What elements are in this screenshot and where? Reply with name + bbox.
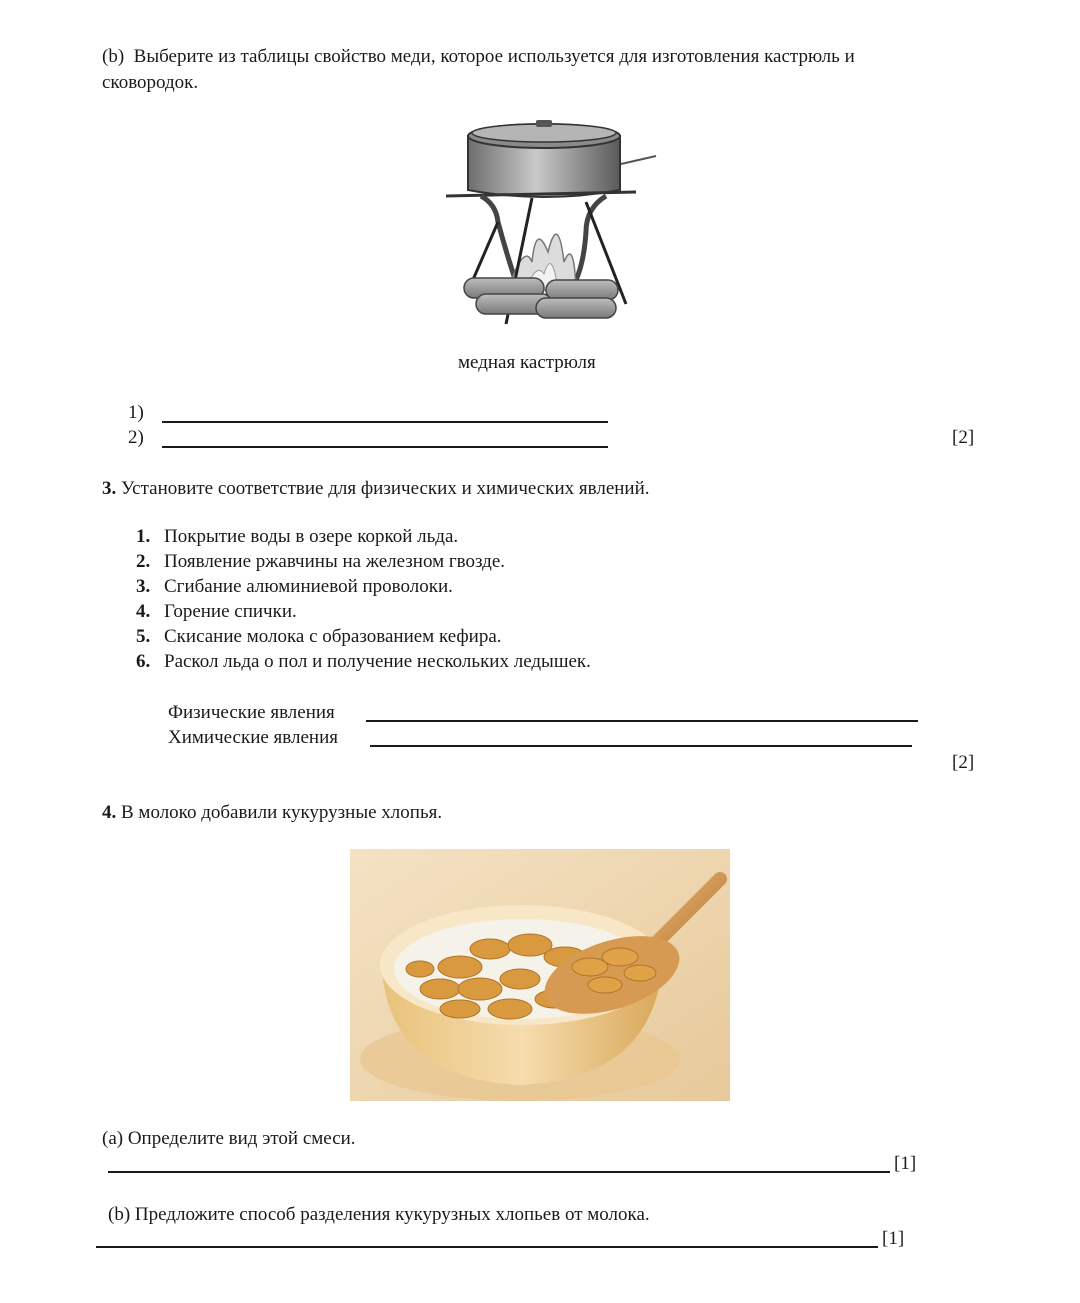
list-item <box>136 601 591 626</box>
list-item <box>136 576 591 601</box>
physical-label: Физические явления <box>168 702 335 723</box>
answer2-label: 2) <box>128 427 144 448</box>
chemical-answer-line[interactable] <box>370 725 912 747</box>
item-number: 3. <box>136 576 151 597</box>
item-text: Сгибание алюминиевой проволоки. <box>164 576 453 597</box>
q2b-text-line1 <box>102 46 855 68</box>
answer2-line[interactable] <box>162 427 608 448</box>
q3-question <box>102 478 650 500</box>
item-number: 5. <box>136 626 151 647</box>
q4-number: 4. <box>102 802 117 823</box>
item-number: 2. <box>136 551 151 572</box>
physical-answer-line[interactable] <box>366 700 918 722</box>
list-item <box>136 526 591 551</box>
q4a-answer-line[interactable] <box>108 1153 890 1173</box>
q2b-text-line2: сковородок. <box>102 72 199 93</box>
item-number: 1. <box>136 526 151 547</box>
q4b-marks: [1] <box>882 1228 905 1249</box>
q3-item-list <box>136 526 591 676</box>
item-number: 6. <box>136 651 151 672</box>
item-text: Покрытие воды в озере коркой льда. <box>164 526 459 547</box>
pot-caption: медная кастрюля <box>458 352 596 373</box>
q2b-question: Выберите из таблицы свойство меди, которое используется для изготовления кастрюль и <box>133 46 855 67</box>
q4-text: В молоко добавили кукурузные хлопья. <box>121 802 443 823</box>
q4a-marks: [1] <box>894 1153 917 1174</box>
item-text: Появление ржавчины на железном гвозде. <box>164 551 506 572</box>
item-text: Раскол льда о пол и получение нескольких ледышек. <box>164 651 591 672</box>
cereal-bowl-photo <box>350 849 730 1101</box>
q4a-text: (a) Определите вид этой смеси. <box>102 1128 356 1149</box>
q4-question <box>102 802 442 824</box>
answer1-line[interactable] <box>162 402 608 423</box>
q3-text: Установите соответствие для физических и химических явлений. <box>121 478 650 499</box>
list-item <box>136 551 591 576</box>
item-text: Горение спички. <box>164 601 297 622</box>
q2b-marks: [2] <box>952 427 975 448</box>
item-text: Скисание молока с образованием кефира. <box>164 626 502 647</box>
q4b-answer-line[interactable] <box>96 1228 878 1248</box>
q4b-text: (b) Предложите способ разделения кукурузных хлопьев от молока. <box>108 1204 650 1225</box>
list-item <box>136 626 591 651</box>
q2b-label: (b) <box>102 46 125 67</box>
list-item <box>136 651 591 676</box>
chemical-label: Химические явления <box>168 727 339 748</box>
item-number: 4. <box>136 601 151 622</box>
copper-pot-illustration <box>436 112 660 330</box>
q3-number: 3. <box>102 478 117 499</box>
answer1-label: 1) <box>128 402 144 423</box>
q3-marks: [2] <box>952 752 975 773</box>
